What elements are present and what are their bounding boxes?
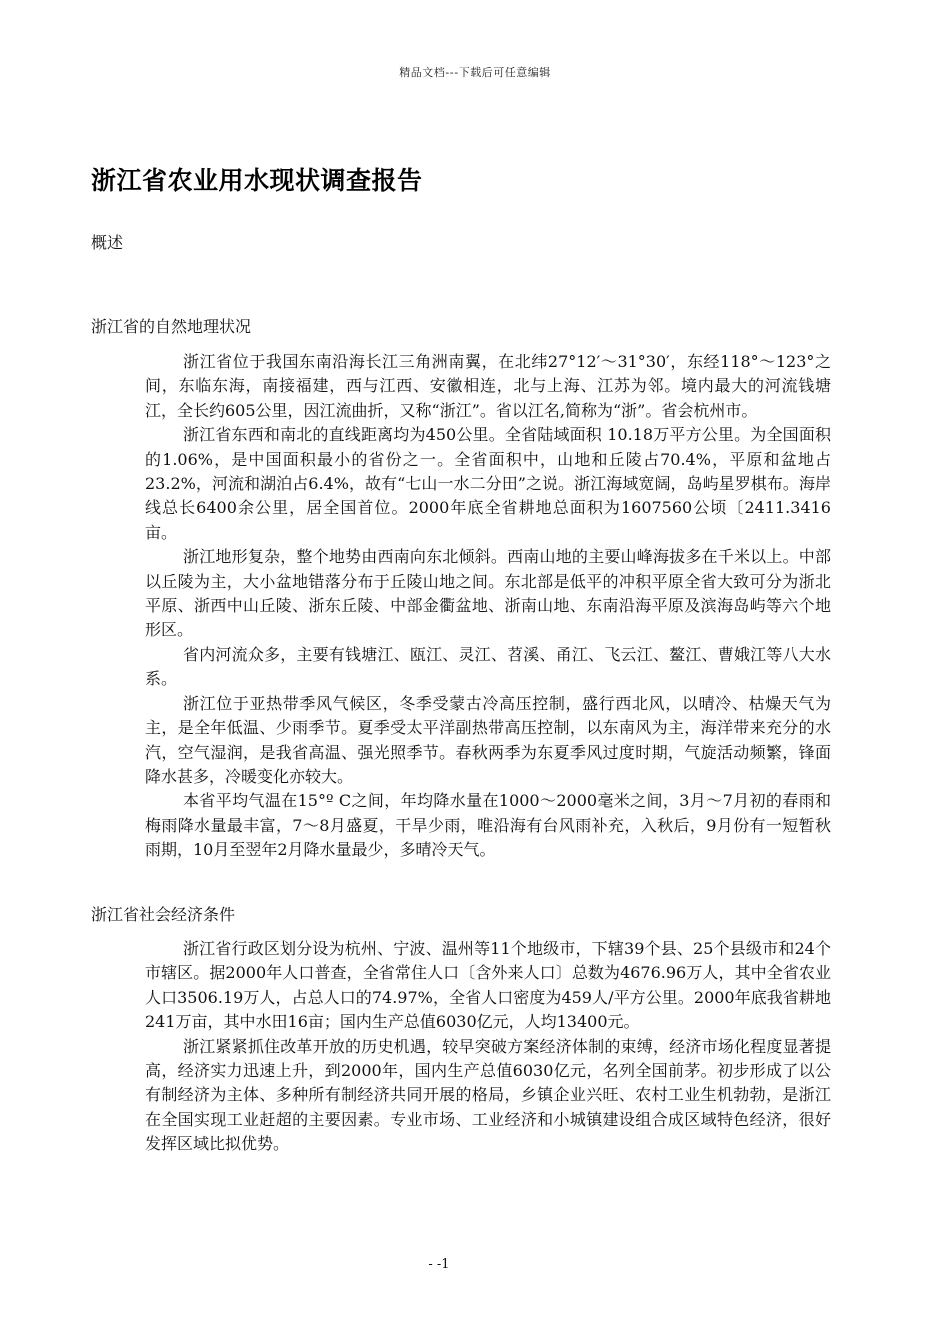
page-header: 精品文档---下载后可任意编辑 bbox=[399, 66, 551, 79]
section-body-economy bbox=[145, 937, 831, 1157]
section-body-geography bbox=[145, 350, 831, 863]
paragraph: 浙江地形复杂，整个地势由西南向东北倾斜。西南山地的主要山峰海拔多在千米以上。中部以丘陵为主，大小盆地错落分布于丘陵山地之间。东北部是低平的冲积平原全省大致可分为浙北平原、浙西中山丘陵、浙东丘陵、中部金衢盆地、浙南山地、东南沿海平原及滨海岛屿等六个地形区。 bbox=[145, 547, 831, 640]
paragraph: 浙江省行政区划分设为杭州、宁波、温州等11个地级市，下辖39个县、25个县级市和24个市辖区。据2000年人口普查，全省常住人口〔含外来人口〕总数为4676.96万人，其中全省农业人口3506.19万人，占总人口的74.97%，全省人口密度为459人/平方公里。2000年底我省耕地241万亩，其中水田16亩；国内生产总值6030亿元，人均13400元。 bbox=[145, 939, 831, 1032]
paragraph: 浙江省东西和南北的直线距离均为450公里。全省陆域面积 10.18万平方公里。为全国面积的1.06%，是中国面积最小的省份之一。全省面积中，山地和丘陵占70.4%，平原和盆地占23.2%，河流和湖泊占6.4%，故有“七山一水二分田”之说。浙江海域宽阔，岛屿星罗棋布。海岸线总长6400余公里，居全国首位。2000年底全省耕地总面积为1607560公顷〔2411.3416亩。 bbox=[145, 425, 831, 542]
section-heading-geography: 浙江省的自然地理状况 bbox=[91, 317, 252, 336]
paragraph: 省内河流众多，主要有钱塘江、瓯江、灵江、苕溪、甬江、飞云江、鳌江、曹娥江等八大水系。 bbox=[145, 644, 831, 689]
paragraph: 浙江紧紧抓住改革开放的历史机遇，较早突破方案经济体制的束缚，经济市场化程度显著提高，经济实力迅速上升，到2000年，国内生产总值6030亿元，名列全国前茅。初步形成了以公有制经济为主体、多种所有制经济共同开展的格局，乡镇企业兴旺、农村工业生机勃勃，是浙江在全国实现工业赶超的主要因素。专业市场、工业经济和小城镇建设组合成区域特色经济，很好发挥区域比拟优势。 bbox=[145, 1036, 831, 1154]
paragraph: 本省平均气温在15°º C之间，年均降水量在1000～2000毫米之间，3月～7月初的春雨和梅雨降水量最丰富，7～8月盛夏，干旱少雨，唯沿海有台风雨补充，入秋后，9月份有一短暂秋雨期，10月至翌年2月降水量最少，多晴冷天气。 bbox=[145, 791, 831, 860]
paragraph: 浙江位于亚热带季风气候区，冬季受蒙古冷高压控制，盛行西北风，以晴冷、枯燥天气为主，是全年低温、少雨季节。夏季受太平洋副热带高压控制，以东南风为主，海洋带来充分的水汽，空气湿润，是我省高温、强光照季节。春秋两季为东夏季风过度时期，气旋活动频繁，锋面降水甚多，冷暖变化亦较大。 bbox=[145, 693, 831, 786]
overview-label: 概述 bbox=[91, 233, 124, 252]
section-heading-economy: 浙江省社会经济条件 bbox=[91, 905, 236, 924]
document-title: 浙江省农业用水现状调查报告 bbox=[91, 166, 423, 195]
paragraph: 浙江省位于我国东南沿海长江三角洲南翼，在北纬27°12′～31°30′，东经118°～123°之间，东临东海，南接福建，西与江西、安徽相连，北与上海、江苏为邻。境内最大的河流钱塘江，全长约605公里，因江流曲折，又称“浙江”。省以江名,简称为“浙”。省会杭州市。 bbox=[145, 352, 831, 420]
page-number: - -1 bbox=[428, 1257, 450, 1272]
page-footer bbox=[0, 1257, 950, 1272]
